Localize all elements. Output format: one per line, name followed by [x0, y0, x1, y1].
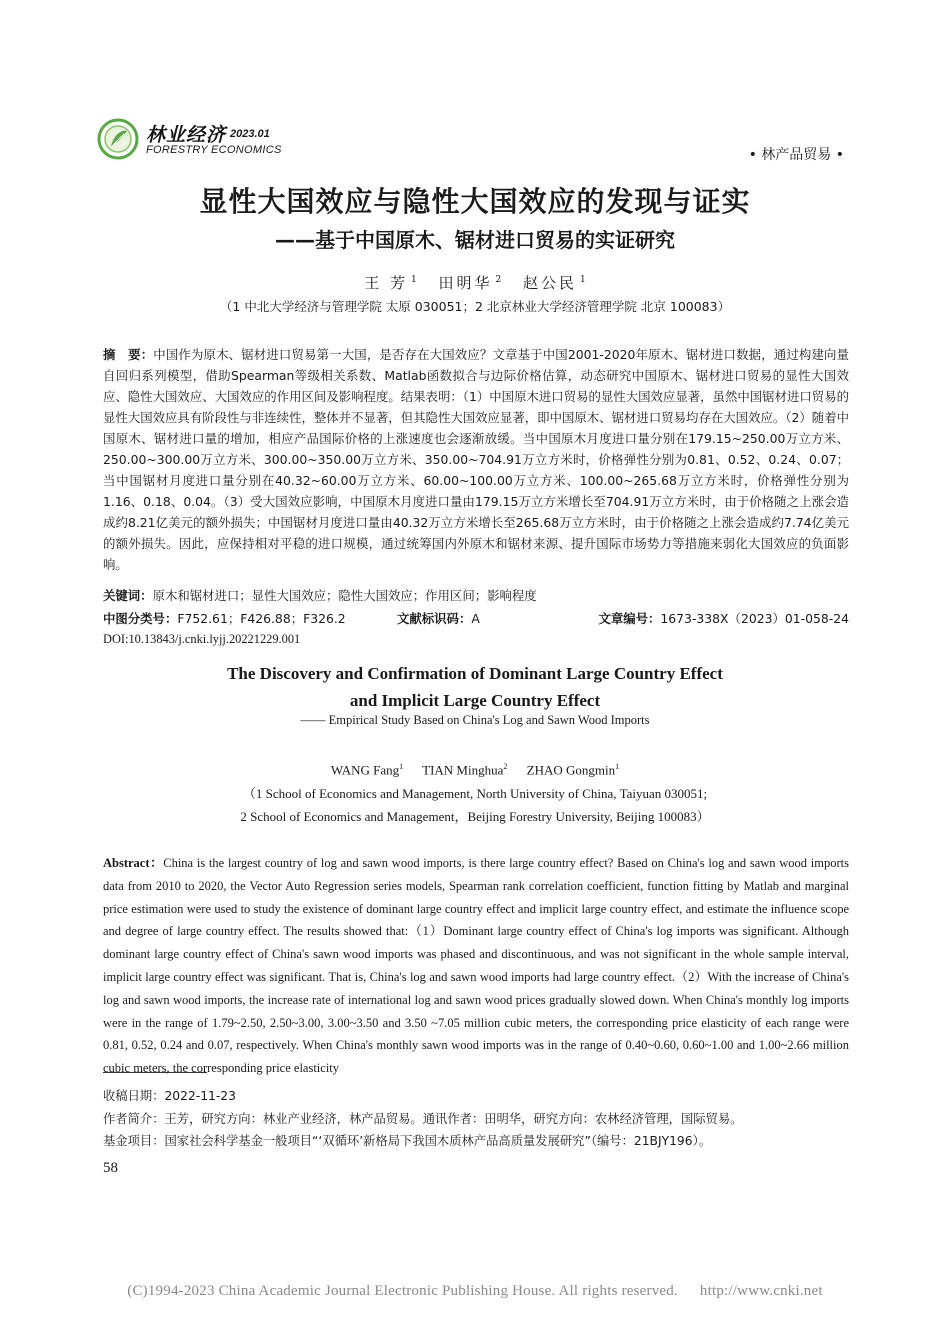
fund-info: 基金项目：国家社会科学基金一般项目“‘双循环’新格局下我国木质林产品高质量发展研究”（编号：21BJY196）。 — [103, 1134, 712, 1148]
article-number — [598, 609, 849, 627]
journal-name-en: FORESTRY ECONOMICS — [146, 144, 282, 156]
paper-subtitle: ——基于中国原木、锯材进口贸易的实证研究 — [275, 228, 675, 252]
author-affil-sup: 1 — [615, 762, 620, 771]
abstract-en-text: China is the largest country of log and sawn wood imports, is there large country effect? Based on China's log and sawn wood imports data from 2010 to 2020, the Vector Auto Regression series models, Spearman rank correlation coefficient, function fitting by Matlab and marginal price estimation were used to study the existence of dominant large country effect and implicit large country effect, and estimate the influence scope and degree of large country effect. The results showed that:（1）Dominant large country effect of China's log imports was significant. Although dominant large country effect of China's sawn wood imports was phased and discontinuous, and was not significant in the whole sample interval, implicit large country effect was significant. That is, China's log and sawn wood imports had large country effect.（2）With the increase of China's log and sawn wood imports, the increase rate of international log and sawn wood prices gradually slowed down. When China's monthly log imports were in the range of 1.79~2.50, 2.50~3.00, 3.00~3.50 and 3.50 ~7.05 million cubic meters, the corresponding price elasticity of each range were 0.81, 0.52, 0.24 and 0.07, respectively. When China's monthly sawn wood imports was in the range of 0.40~0.60, 0.60~1.00 and 1.00~2.66 million cubic meters, the corresponding price elasticity — [103, 856, 849, 1076]
author-list-en — [0, 762, 950, 778]
clc-value: F752.61；F426.88；F326.2 — [177, 611, 346, 626]
author-intro: 作者简介：王芳，研究方向：林业产业经济，林产品贸易。通讯作者：田明华，研究方向：农林经济管理，国际贸易。 — [103, 1111, 743, 1126]
received-date: 收稿日期：2022-11-23 — [103, 1089, 236, 1103]
doc-code — [397, 609, 480, 627]
paper-title-en — [0, 660, 950, 714]
title-en-line1: The Discovery and Confirmation of Dominant Large Country Effect — [227, 664, 723, 683]
abstract-en-label: Abstract： — [103, 856, 164, 870]
author-affil-sup: 1 — [410, 275, 417, 285]
copyright-footer — [0, 1283, 950, 1300]
keywords-text: 原木和锯材进口；显性大国效应；隐性大国效应；作用区间；影响程度 — [152, 588, 537, 603]
cnki-url[interactable]: http://www.cnki.net — [699, 1283, 823, 1299]
abstract-cn — [103, 344, 849, 575]
title-en-line2: and Implicit Large Country Effect — [349, 691, 601, 710]
abstract-cn-text: 中国作为原木、锯材进口贸易第一大国，是否存在大国效应？文章基于中国2001-2020年原木、锯材进口数据，通过构建向量自回归系列模型，借助Spearman等级相关系数、Matlab函数拟合与边际价格估算，动态研究中国原木、锯材进口贸易的显性大国效应、隐性大国效应、大国效应的作用区间及影响程度。结果表明：（1）中国原木进口贸易的显性大国效应显著，虽然中国锯材进口贸易的显性大国效应具有阶段性与非连续性，整体并不显著，但其隐性大国效应显著，即中国原木、锯材进口贸易均存在大国效应。（2）随着中国原木、锯材进口量的增加，相应产品国际价格的上涨速度也会逐渐放缓。当中国原木月度进口量分别在179.15~250.00万立方米、250.00~300.00万立方米、300.00~350.00万立方米、350.00~704.91万立方米时，价格弹性分别为0.81、0.52、0.24、0.07；当中国锯材月度进口量分别在40.32~60.00万立方米、60.00~100.00万立方米、100.00~265.68万立方米时，价格弹性分别为1.16、0.18、0.04。（3）受大国效应影响，中国原木月度进口量由179.15万立方米增长至704.91万立方米时，由于价格随之上涨会造成约8.21亿美元的额外损失；中国锯材月度进口量由40.32万立方米增长至265.68万立方米时，由于价格随之上涨会造成约7.74亿美元的额外损失。因此，应保持相对平稳的进口规模，通过统筹国内外原木和锯材来源、提升国际市场势力等措施来弱化大国效应的负面影响。 — [103, 347, 849, 572]
footnote-divider — [103, 1072, 207, 1073]
page-number: 58 — [103, 1160, 118, 1176]
paper-subtitle-en: —— Empirical Study Based on China's Log and Sawn Wood Imports — [300, 713, 650, 727]
author-affil-sup: 1 — [580, 275, 586, 285]
author-affil-sup: 1 — [399, 762, 404, 771]
article-value: 1673-338X（2023）01-058-24 — [660, 611, 849, 626]
keywords-cn — [103, 586, 537, 604]
affil-en-line1: （1 School of Economics and Management, North University of China, Taiyuan 030051; — [242, 786, 708, 801]
author-name: 田明华 — [438, 274, 493, 292]
author-name-en: WANG Fang — [330, 762, 400, 778]
affiliation-en — [0, 782, 950, 828]
affiliation-cn: （1 中北大学经济与管理学院 太原 030051；2 北京林业大学经济管理学院 北京 100083） — [219, 299, 731, 314]
author-affil-sup: 2 — [503, 762, 508, 771]
doi-link[interactable]: DOI:10.13843/j.cnki.lyjj.20221229.001 — [103, 632, 301, 646]
author-name-en: TIAN Minghua — [422, 762, 504, 778]
abstract-en — [103, 852, 849, 1080]
abstract-cn-label: 摘 要： — [103, 347, 154, 362]
keywords-label: 关键词： — [103, 588, 153, 603]
clc-number — [103, 609, 346, 627]
copyright-text: (C)1994-2023 China Academic Journal Electronic Publishing House. All rights reserved. — [127, 1283, 678, 1299]
doc-label: 文献标识码： — [397, 611, 472, 626]
author-name-en: ZHAO Gongmin — [526, 762, 616, 778]
affil-en-line2: 2 School of Economics and Management，Beijing Forestry University, Beijing 100083） — [240, 809, 710, 824]
doc-value: A — [471, 611, 480, 626]
paper-title: 显性大国效应与隐性大国效应的发现与证实 — [199, 185, 751, 218]
journal-issue: 2023.01 — [230, 128, 270, 140]
author-name: 赵公民 — [523, 274, 578, 292]
clc-label: 中图分类号： — [103, 611, 178, 626]
author-name: 王 芳 — [364, 274, 408, 292]
author-list-cn — [0, 272, 950, 293]
article-label: 文章编号： — [598, 611, 661, 626]
journal-name-cn: 林业经济 — [146, 124, 227, 146]
footnotes — [103, 1085, 863, 1153]
author-affil-sup: 2 — [495, 275, 502, 285]
journal-logo-icon — [97, 118, 139, 160]
section-tag: • 林产品贸易 • — [748, 147, 844, 163]
